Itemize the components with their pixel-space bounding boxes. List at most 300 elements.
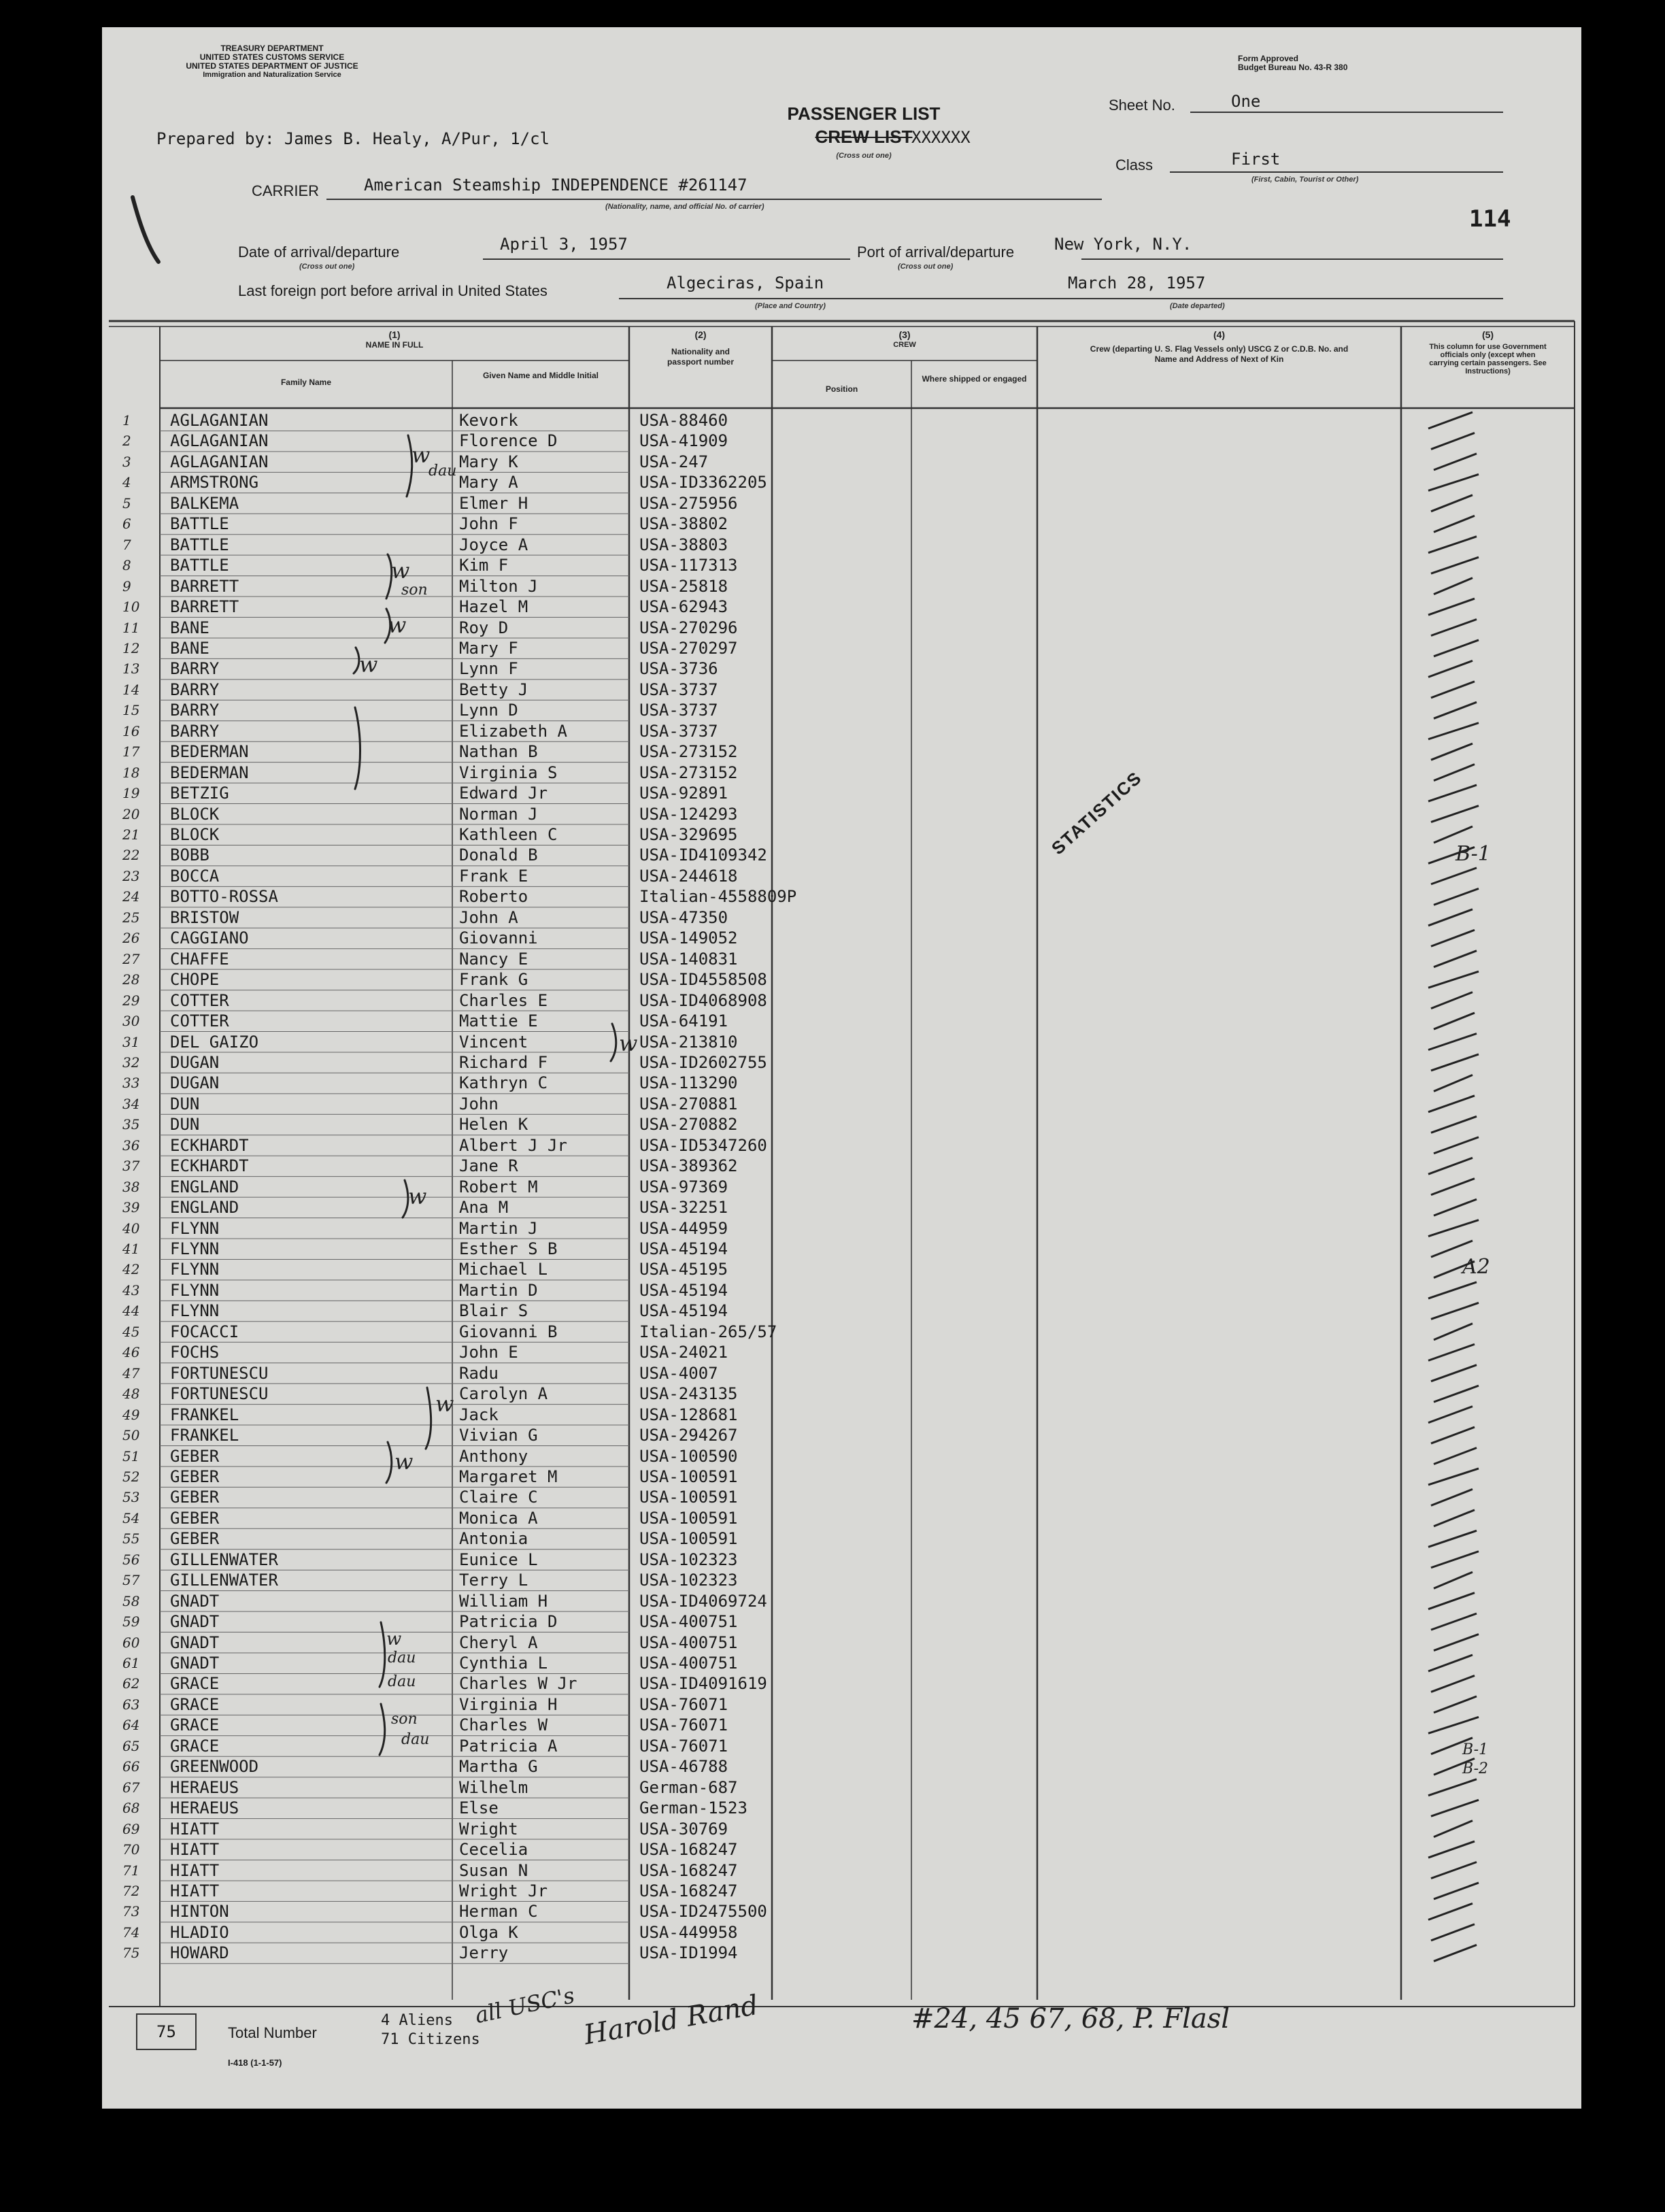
date-label-text: Date of arrival/departure — [238, 244, 400, 261]
table-row — [102, 1177, 1581, 1197]
table-row — [102, 969, 1581, 990]
prepared-by: Prepared by: James B. Healy, A/Pur, 1/cl — [156, 129, 550, 148]
family-name: CHAFFE — [170, 949, 229, 969]
row-number: 55 — [122, 1530, 140, 1547]
family-name: BARRETT — [170, 597, 239, 617]
family-name: AGLAGANIAN — [170, 431, 269, 451]
check-mark — [1428, 723, 1479, 739]
passport-number: German-1523 — [639, 1798, 747, 1818]
check-mark — [1434, 1013, 1475, 1029]
check-mark — [1428, 1655, 1473, 1671]
table-row — [102, 1094, 1581, 1114]
family-name: BLOCK — [170, 825, 220, 844]
row-number: 21 — [122, 826, 140, 843]
given-name: Michael L — [459, 1260, 548, 1279]
given-name: Florence D — [459, 431, 558, 451]
given-name: Cynthia L — [459, 1654, 548, 1673]
row-number: 46 — [122, 1344, 140, 1361]
table-row — [102, 1197, 1581, 1218]
table-row — [102, 804, 1581, 824]
count-value: 75 — [156, 2022, 176, 2041]
family-name: BATTLE — [170, 535, 229, 554]
count-box — [136, 2013, 197, 2050]
check-mark — [1434, 888, 1479, 905]
family-name: HLADIO — [170, 1922, 229, 1942]
check-mark — [1431, 1613, 1477, 1630]
col4-header — [1037, 330, 1401, 365]
table-row — [102, 928, 1581, 948]
statistics-stamp: STATISTICS — [1047, 767, 1146, 859]
passport-number: USA-24021 — [639, 1343, 728, 1362]
col5-number: (5) — [1481, 329, 1494, 340]
given-name: Martin D — [459, 1280, 538, 1300]
passport-number: USA-45194 — [639, 1239, 728, 1258]
given-name: Jane R — [459, 1156, 518, 1176]
carrier-caption: (Nationality, name, and official No. of carrier) — [605, 203, 764, 211]
given-name: Monica A — [459, 1508, 538, 1528]
table-row — [102, 1715, 1581, 1735]
family-name: GILLENWATER — [170, 1549, 278, 1569]
row-number: 59 — [122, 1613, 140, 1630]
family-name: BATTLE — [170, 556, 229, 575]
check-mark — [1434, 516, 1475, 532]
table-row — [102, 1218, 1581, 1239]
passport-number: USA-ID4069724 — [639, 1591, 767, 1611]
check-mark — [1431, 868, 1477, 884]
table-row — [102, 1446, 1581, 1467]
table-row — [102, 576, 1581, 597]
passport-number: USA-45194 — [639, 1280, 728, 1300]
check-mark — [1428, 785, 1477, 801]
table-row — [102, 1943, 1581, 1963]
passport-number: USA-30769 — [639, 1819, 728, 1839]
given-name: Anthony — [459, 1446, 528, 1466]
check-mark — [1428, 1530, 1477, 1547]
family-name: FLYNN — [170, 1301, 220, 1321]
given-name: Nathan B — [459, 742, 538, 762]
check-mark — [1431, 930, 1475, 946]
passport-number: USA-113290 — [639, 1073, 738, 1093]
family-name: ECKHARDT — [170, 1135, 249, 1155]
col4-title: Crew (departing U. S. Flag Vessels only) USCG Z or C.D.B. No. and Name and Address of Next of Kin — [1090, 344, 1349, 364]
table-row — [102, 1280, 1581, 1301]
family-name: HERAEUS — [170, 1777, 239, 1797]
passport-number: USA-ID4068908 — [639, 990, 767, 1010]
passport-number: USA-62943 — [639, 597, 728, 617]
family-name: FOCHS — [170, 1343, 220, 1362]
given-name: Milton J — [459, 576, 538, 596]
table-row — [102, 1611, 1581, 1632]
row-number: 70 — [122, 1841, 140, 1858]
row-number: 13 — [122, 660, 140, 677]
row-number: 34 — [122, 1095, 140, 1112]
family-name: GRACE — [170, 1715, 220, 1735]
given-name: Elmer H — [459, 493, 528, 513]
family-name: BARRETT — [170, 576, 239, 596]
table-row — [102, 1073, 1581, 1093]
family-name: GILLENWATER — [170, 1571, 278, 1590]
check-mark — [1428, 1096, 1475, 1112]
passport-number: USA-389362 — [639, 1156, 738, 1176]
given-name: Kim F — [459, 556, 509, 575]
annotation-w: w — [394, 1449, 414, 1475]
check-mark — [1431, 1303, 1479, 1319]
passport-number: USA-247 — [639, 452, 709, 471]
family-name: ECKHARDT — [170, 1156, 249, 1176]
budget-bureau-text: Budget Bureau No. 43-R 380 — [1238, 63, 1348, 72]
given-name: Virginia S — [459, 763, 558, 782]
carrier-label: CARRIER — [252, 182, 320, 199]
check-mark — [1428, 1282, 1477, 1298]
family-name: ENGLAND — [170, 1198, 239, 1218]
row-number: 43 — [122, 1281, 140, 1298]
given-name: Mary A — [459, 473, 518, 492]
passport-number: USA-92891 — [639, 784, 728, 803]
check-mark — [1431, 1675, 1475, 1692]
row-number: 5 — [122, 495, 131, 512]
family-name: HIATT — [170, 1881, 220, 1900]
check-mark — [1431, 1924, 1475, 1941]
family-name: HIATT — [170, 1860, 220, 1880]
check-mark — [1431, 620, 1477, 636]
agency-line: Immigration and Naturalization Service — [203, 71, 341, 79]
table-row — [102, 990, 1581, 1011]
table-row — [102, 1632, 1581, 1653]
check-mark — [1434, 1945, 1477, 1961]
form-approved-text: Form Approved — [1238, 54, 1298, 63]
family-name: ARMSTRONG — [170, 473, 259, 492]
passport-number: USA-76071 — [639, 1736, 728, 1756]
family-name: BLOCK — [170, 804, 220, 824]
table-row — [102, 1487, 1581, 1507]
position-header: Position — [825, 384, 858, 394]
passport-number: USA-449958 — [639, 1922, 738, 1942]
col5-mark-45: A2 — [1462, 1255, 1490, 1279]
family-name: FLYNN — [170, 1280, 220, 1300]
passport-number: USA-400751 — [639, 1654, 738, 1673]
table-row — [102, 1736, 1581, 1756]
check-mark — [1434, 1572, 1473, 1588]
table-row — [102, 886, 1581, 907]
table-row — [102, 1673, 1581, 1694]
family-name: BEDERMAN — [170, 742, 249, 762]
check-mark — [1434, 1137, 1479, 1154]
passport-number: USA-168247 — [639, 1860, 738, 1880]
port-cross-caption: (Cross out one) — [898, 263, 954, 271]
family-name: BOTTO-ROSSA — [170, 887, 278, 907]
row-number: 9 — [122, 577, 131, 594]
passport-number: USA-275956 — [639, 493, 738, 513]
check-mark — [1431, 743, 1473, 760]
table-row — [102, 1052, 1581, 1073]
annotation-w: w — [619, 1030, 638, 1056]
date-departed-value: March 28, 1957 — [1068, 273, 1206, 292]
annotation-dau: dau — [428, 463, 457, 480]
check-mark — [1434, 578, 1473, 594]
row-number: 39 — [122, 1199, 140, 1216]
col2-header — [629, 330, 772, 367]
check-mark — [1431, 1489, 1473, 1505]
passport-number: USA-294267 — [639, 1426, 738, 1445]
table-row — [102, 1342, 1581, 1362]
form-approval — [1238, 54, 1347, 72]
given-name: Norman J — [459, 804, 538, 824]
family-name: BRISTOW — [170, 907, 239, 927]
check-mark — [1434, 1510, 1475, 1526]
row-number: 44 — [122, 1303, 140, 1320]
given-name: Claire C — [459, 1488, 538, 1507]
annotation-w: w — [388, 612, 407, 638]
sheet-value: One — [1231, 92, 1261, 111]
form-title: PASSENGER LIST — [787, 103, 941, 124]
passport-number: USA-3737 — [639, 721, 718, 741]
family-name: BARRY — [170, 680, 220, 699]
annotation-w: w — [359, 652, 378, 677]
table-row — [102, 1860, 1581, 1881]
passport-number: USA-4007 — [639, 1363, 718, 1383]
family-name: FOCACCI — [170, 1322, 239, 1341]
family-name: GEBER — [170, 1529, 220, 1549]
annotation-w: w — [411, 442, 431, 468]
given-name: Elizabeth A — [459, 721, 567, 741]
annotation-w: w — [435, 1391, 454, 1417]
given-name: Martin J — [459, 1218, 538, 1238]
given-name: Radu — [459, 1363, 499, 1383]
check-mark — [1434, 826, 1473, 843]
given-name: Vivian G — [459, 1426, 538, 1445]
passport-number: Italian-265/57 — [639, 1322, 777, 1341]
passport-number: USA-3737 — [639, 701, 718, 720]
check-mark — [1434, 1448, 1477, 1464]
row-number: 23 — [122, 867, 140, 884]
family-name: DUGAN — [170, 1073, 220, 1093]
check-mark — [1431, 1365, 1477, 1381]
check-mark — [1431, 1054, 1479, 1071]
passport-number: USA-102323 — [639, 1571, 738, 1590]
row-number: 28 — [122, 971, 140, 988]
agency-line: UNITED STATES CUSTOMS SERVICE — [199, 52, 345, 62]
passport-number: USA-168247 — [639, 1840, 738, 1860]
check-mark — [1428, 1717, 1479, 1733]
family-name: GRACE — [170, 1674, 220, 1694]
row-number: 33 — [122, 1075, 140, 1092]
table-row — [102, 472, 1581, 492]
table-row — [102, 824, 1581, 845]
check-mark — [1434, 1386, 1479, 1402]
given-name: Wilhelm — [459, 1777, 528, 1797]
annotation-w: w — [386, 1629, 402, 1649]
passport-number: USA-100591 — [639, 1467, 738, 1486]
given-name: Susan N — [459, 1860, 528, 1880]
table-row — [102, 1901, 1581, 1922]
family-name: GEBER — [170, 1488, 220, 1507]
check-mark — [1428, 971, 1479, 988]
passport-number: USA-100590 — [639, 1446, 738, 1466]
check-mark — [1434, 1324, 1473, 1340]
table-row — [102, 1114, 1581, 1135]
row-number: 66 — [122, 1758, 140, 1775]
given-name: Virginia H — [459, 1694, 558, 1714]
table-row — [102, 1156, 1581, 1176]
given-name: Mattie E — [459, 1011, 538, 1031]
row-number: 47 — [122, 1364, 140, 1381]
col1-title: NAME IN FULL — [365, 340, 424, 350]
margin-checkmark — [126, 190, 167, 272]
annotation-son: son — [401, 582, 428, 599]
class-value: First — [1231, 150, 1281, 169]
passport-number: USA-25818 — [639, 576, 728, 596]
check-mark — [1428, 1034, 1477, 1050]
table-row — [102, 493, 1581, 514]
table-row — [102, 514, 1581, 534]
given-name: William H — [459, 1591, 548, 1611]
family-name: GNADT — [170, 1591, 220, 1611]
given-name: John — [459, 1094, 499, 1113]
check-mark — [1431, 992, 1473, 1009]
given-name: Patricia A — [459, 1736, 558, 1756]
given-name: Frank G — [459, 970, 528, 990]
row-number: 48 — [122, 1386, 140, 1403]
passport-number: USA-ID4091619 — [639, 1674, 767, 1694]
passport-number: USA-329695 — [639, 825, 738, 844]
row-number: 64 — [122, 1717, 140, 1734]
annotation-dau: dau — [388, 1673, 416, 1690]
table-row — [102, 907, 1581, 928]
handwritten-usc: all USC's — [473, 1982, 577, 2029]
check-mark — [1431, 1179, 1475, 1195]
given-name: Frank E — [459, 866, 528, 886]
table-row — [102, 700, 1581, 720]
passport-number: USA-100591 — [639, 1508, 738, 1528]
table-row — [102, 949, 1581, 969]
family-name: HIATT — [170, 1819, 220, 1839]
family-name: ENGLAND — [170, 1177, 239, 1196]
family-name: GEBER — [170, 1446, 220, 1466]
given-name: Charles W — [459, 1715, 548, 1735]
passport-number: USA-41909 — [639, 431, 728, 451]
given-name: Antonia — [459, 1529, 528, 1549]
col5-mark-68: B-2 — [1462, 1760, 1489, 1777]
family-name: FORTUNESCU — [170, 1363, 269, 1383]
passport-number: USA-100591 — [639, 1529, 738, 1549]
cross-out-caption: (Cross out one) — [836, 152, 892, 160]
passport-number: USA-102323 — [639, 1549, 738, 1569]
passport-number: USA-ID5347260 — [639, 1135, 767, 1155]
check-mark — [1431, 433, 1475, 449]
given-name: Kevork — [459, 411, 518, 430]
annotation-w: w — [408, 1184, 427, 1209]
row-number: 2 — [122, 433, 131, 450]
table-row — [102, 535, 1581, 555]
row-number: 68 — [122, 1800, 140, 1817]
row-number: 10 — [122, 599, 140, 616]
check-mark — [1428, 412, 1473, 429]
family-name: FLYNN — [170, 1218, 220, 1238]
family-name: BARRY — [170, 721, 220, 741]
passport-number: USA-76071 — [639, 1715, 728, 1735]
passport-number: USA-270296 — [639, 618, 738, 637]
signature: Harold Rand — [582, 1989, 761, 2051]
table-row — [102, 1881, 1581, 1901]
check-mark — [1428, 1593, 1475, 1609]
col1-number: (1) — [388, 329, 401, 340]
passport-number: USA-149052 — [639, 928, 738, 948]
family-name: FLYNN — [170, 1260, 220, 1279]
family-name: HINTON — [170, 1902, 229, 1922]
row-number: 42 — [122, 1261, 140, 1278]
given-name: Else — [459, 1798, 499, 1818]
family-name: GRACE — [170, 1694, 220, 1714]
check-mark — [1431, 1800, 1479, 1816]
table-row — [102, 1301, 1581, 1321]
row-number: 71 — [122, 1862, 140, 1879]
row-number: 56 — [122, 1551, 140, 1568]
passport-number: USA-270881 — [639, 1094, 738, 1113]
col5-title: This column for use Government officials only (except when carrying certain passengers. See Instructions) — [1429, 343, 1547, 375]
row-number: 22 — [122, 847, 140, 864]
row-number: 26 — [122, 930, 140, 947]
check-mark — [1428, 537, 1477, 553]
family-name: FRANKEL — [170, 1426, 239, 1445]
table-row — [102, 1322, 1581, 1342]
last-port-value: Algeciras, Spain — [667, 273, 824, 292]
passport-number: Italian-4558809P — [639, 887, 797, 907]
check-mark — [1428, 1903, 1473, 1920]
given-name: Helen K — [459, 1115, 528, 1135]
col5-mark-24: B-1 — [1456, 842, 1491, 866]
row-number: 11 — [122, 619, 140, 636]
passport-number: USA-45195 — [639, 1260, 728, 1279]
date-label — [238, 244, 399, 261]
col1-header — [160, 330, 629, 350]
class-label: Class — [1115, 156, 1154, 173]
passport-number: USA-ID2602755 — [639, 1052, 767, 1072]
check-mark — [1434, 1696, 1477, 1713]
passport-number: USA-38802 — [639, 514, 728, 534]
check-mark — [1431, 1862, 1477, 1879]
table-row — [102, 1756, 1581, 1777]
check-mark — [1434, 702, 1477, 718]
passport-number: USA-46788 — [639, 1757, 728, 1777]
row-number: 54 — [122, 1509, 140, 1526]
row-number: 72 — [122, 1882, 140, 1899]
row-number: 51 — [122, 1447, 140, 1464]
row-number: 17 — [122, 743, 140, 760]
table-row — [102, 1653, 1581, 1673]
check-mark — [1431, 495, 1473, 512]
given-name: Albert J Jr — [459, 1135, 567, 1155]
last-port-label: Last foreign port before arrival in United States — [238, 282, 548, 299]
passport-number: USA-243135 — [639, 1384, 738, 1404]
given-name: Blair S — [459, 1301, 528, 1321]
row-number: 40 — [122, 1220, 140, 1237]
family-name-header: Family Name — [280, 378, 332, 387]
given-name: John A — [459, 907, 518, 927]
passport-number: USA-213810 — [639, 1032, 738, 1052]
row-number: 52 — [122, 1468, 140, 1485]
given-name: Herman C — [459, 1902, 538, 1922]
row-number: 31 — [122, 1033, 140, 1050]
col3-title: CREW — [893, 341, 916, 349]
given-name: Charles W Jr — [459, 1674, 577, 1694]
check-mark — [1431, 1116, 1477, 1133]
date-departed-caption: (Date departed) — [1170, 302, 1225, 310]
row-number: 49 — [122, 1406, 140, 1423]
table-row — [102, 1405, 1581, 1425]
row-number: 37 — [122, 1158, 140, 1175]
row-number: 24 — [122, 888, 140, 905]
passport-number: USA-128681 — [639, 1405, 738, 1424]
